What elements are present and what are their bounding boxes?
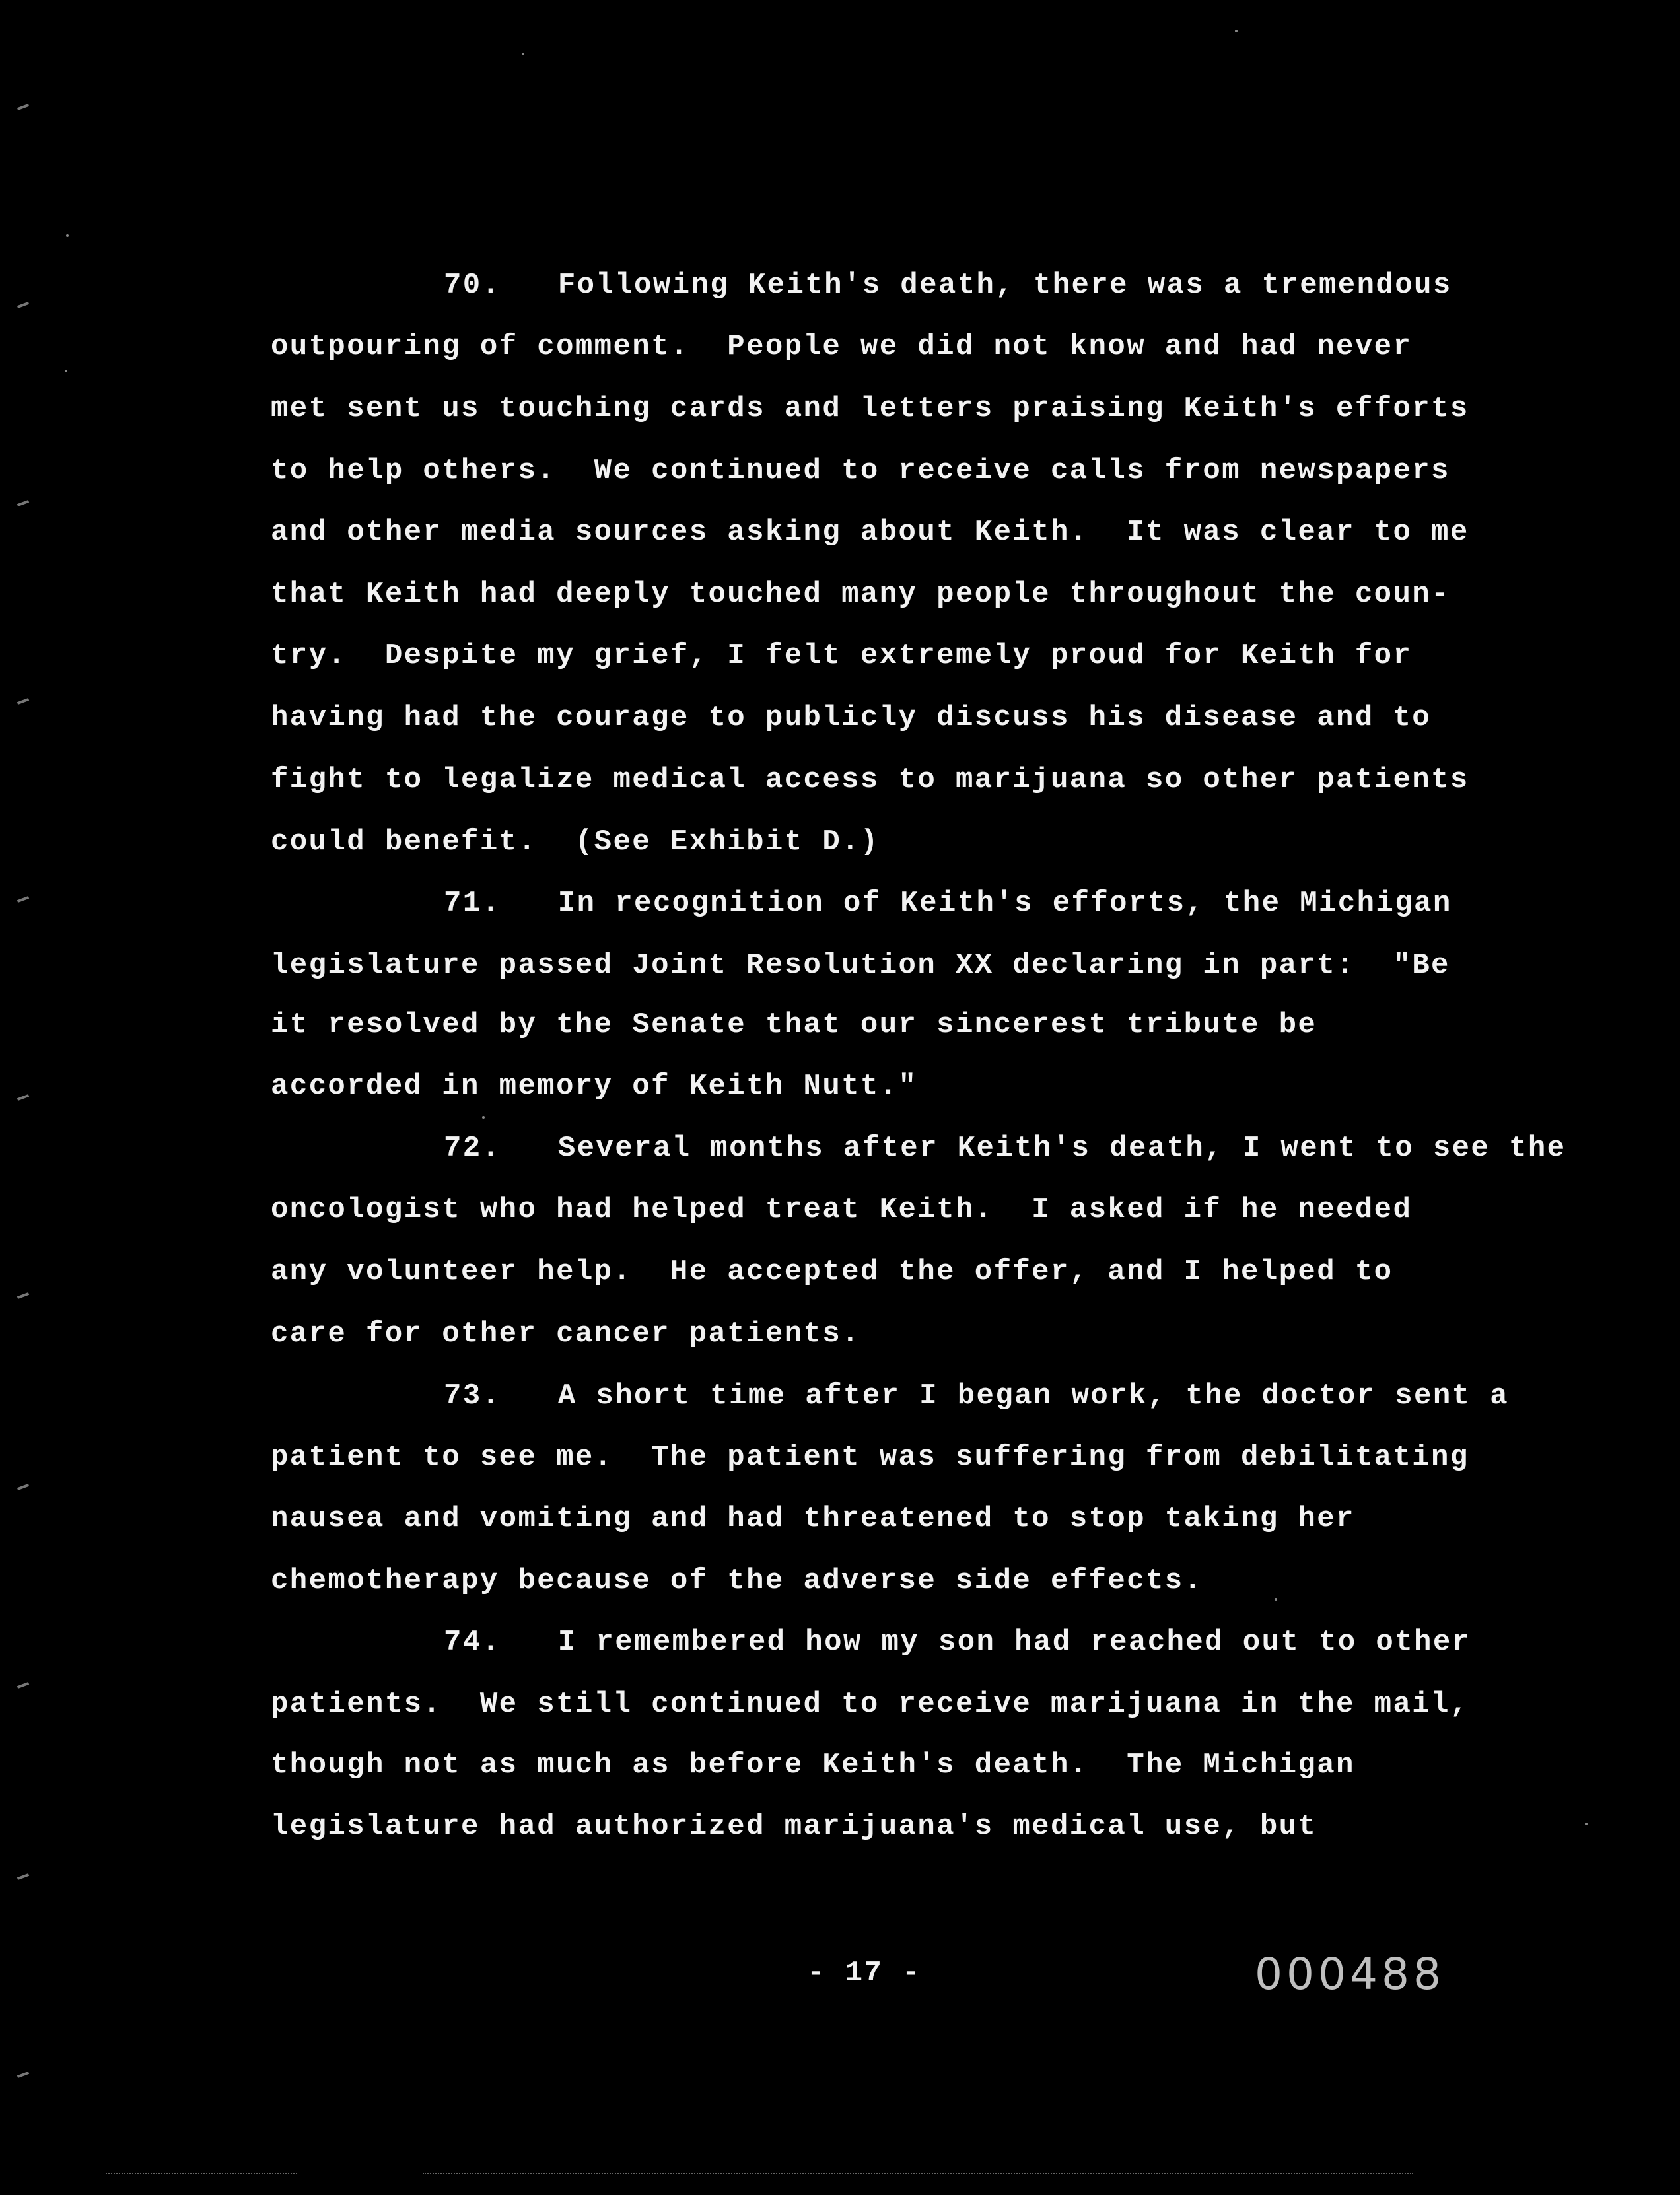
scan-speck: [66, 234, 69, 237]
margin-mark: [17, 104, 29, 110]
margin-mark: [17, 1682, 29, 1689]
text-line: 73. A short time after I began work, the doctor sent a: [444, 1379, 1510, 1412]
text-line: 70. Following Keith's death, there was a tremendous: [444, 269, 1452, 302]
text-line: try. Despite my grief, I felt extremely proud for Keith for: [271, 639, 1413, 672]
text-line: having had the courage to publicly discuss his disease and to: [271, 701, 1432, 734]
text-line: 71. In recognition of Keith's efforts, the Michigan: [444, 887, 1452, 920]
scan-speck: [1585, 1823, 1588, 1825]
scan-speck: [1235, 30, 1238, 32]
scan-footer-dots: [423, 2173, 1413, 2175]
text-line: outpouring of comment. People we did not know and had never: [271, 330, 1413, 363]
page-number: - 17 -: [807, 1957, 921, 1990]
text-line: patients. We still continued to receive marijuana in the mail,: [271, 1688, 1469, 1721]
scan-footer-dots: [106, 2173, 297, 2175]
scan-speck: [482, 1116, 485, 1119]
margin-mark: [17, 1292, 29, 1299]
text-line: nausea and vomiting and had threatened to stop taking her: [271, 1502, 1355, 1535]
bates-number: 000488: [1255, 1949, 1445, 2000]
text-line: 74. I remembered how my son had reached out to other: [444, 1626, 1471, 1659]
text-line: met sent us touching cards and letters praising Keith's efforts: [271, 392, 1469, 425]
text-line: legislature had authorized marijuana's medical use, but: [271, 1810, 1317, 1843]
margin-mark: [17, 1094, 29, 1101]
margin-mark: [17, 1484, 29, 1490]
scan-speck: [522, 53, 524, 55]
scan-speck: [1275, 1598, 1277, 1601]
text-line: oncologist who had helped treat Keith. I asked if he needed: [271, 1193, 1413, 1226]
margin-mark: [17, 500, 29, 506]
margin-mark: [17, 302, 29, 308]
scan-speck: [65, 370, 67, 372]
margin-mark: [17, 698, 29, 705]
margin-mark: [17, 2072, 29, 2078]
margin-mark: [17, 896, 29, 903]
text-line: patient to see me. The patient was suffering from debilitating: [271, 1441, 1469, 1474]
text-line: though not as much as before Keith's death. The Michigan: [271, 1749, 1355, 1782]
text-line: accorded in memory of Keith Nutt.": [271, 1070, 918, 1103]
text-line: care for other cancer patients.: [271, 1317, 860, 1350]
text-line: and other media sources asking about Keith. It was clear to me: [271, 516, 1469, 549]
text-line: it resolved by the Senate that our sincerest tribute be: [271, 1008, 1317, 1041]
text-line: 72. Several months after Keith's death, I went to see the: [444, 1132, 1566, 1165]
text-line: fight to legalize medical access to marijuana so other patients: [271, 763, 1469, 796]
text-line: could benefit. (See Exhibit D.): [271, 825, 880, 858]
margin-mark: [17, 1873, 29, 1880]
text-line: chemotherapy because of the adverse side effects.: [271, 1564, 1203, 1597]
text-line: legislature passed Joint Resolution XX declaring in part: "Be: [271, 949, 1450, 982]
text-line: to help others. We continued to receive calls from newspapers: [271, 454, 1450, 487]
text-line: that Keith had deeply touched many people throughout the coun-: [271, 578, 1450, 611]
text-line: any volunteer help. He accepted the offer, and I helped to: [271, 1255, 1393, 1288]
